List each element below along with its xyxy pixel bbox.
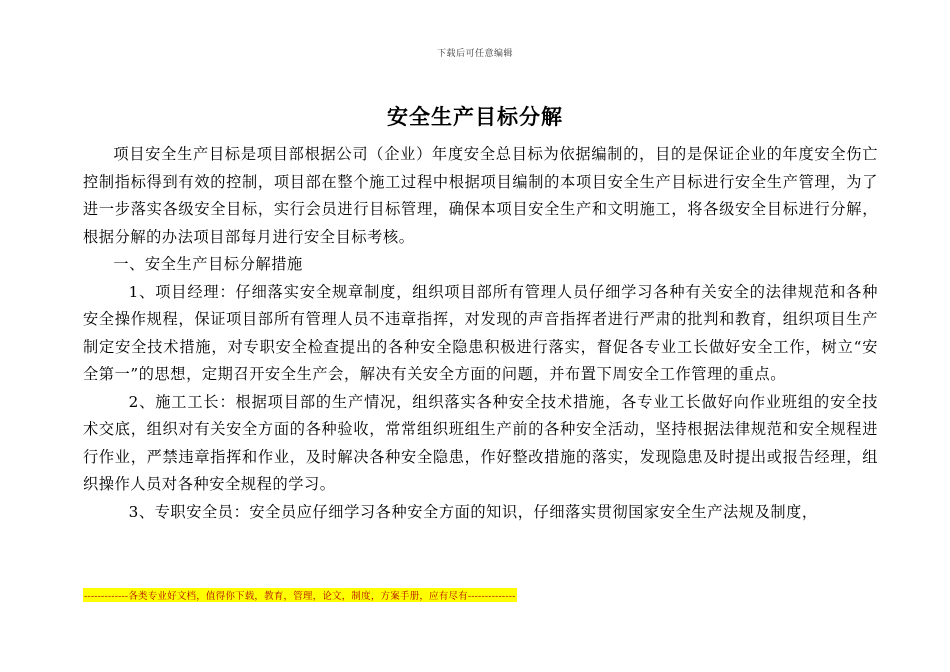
section-heading-1: 一、安全生产目标分解措施 bbox=[113, 255, 303, 273]
item-project-manager: 1、项目经理：仔细落实安全规章制度，组织项目部所有管理人员仔细学习各种有关安全的法律规范和各种安全操作规程，保证项目部所有管理人员不违章指挥，对发现的声音指挥者进行严肃的批判和教育，组织项目生产制定安全技术措施，对专职安全检查提出的各种安全隐患积极进行落实，督促各专业工长做好安全工作，树立“安全第一”的思想，定期召开安全生产会，解决有关安全方面的问题，并布置下周安全工作管理的重点。 bbox=[83, 282, 878, 383]
item-safety-officer: 3、专职安全员：安全员应仔细学习各种安全方面的知识，仔细落实贯彻国家安全生产法规及制度， bbox=[128, 502, 818, 521]
item-construction-foreman: 2、施工工长：根据项目部的生产情况，组织落实各种安全技术措施，各专业工长做好向作业班组的安全技术交底，组织对有关安全方面的各种验收，常常组织班组生产前的各种安全活动，坚持根据法律规范和安全规程进行作业，严禁违章指挥和作业，及时解决各种安全隐患，作好整改措施的落实，发现隐患及时提出或报告经理，组织操作人员对各种安全规程的学习。 bbox=[83, 392, 878, 493]
document-body bbox=[83, 141, 878, 526]
document-title: 安全生产目标分解 bbox=[387, 104, 563, 129]
footer-banner: -------------各类专业好文档，值得你下载，教育，管理，论文，制度，方案手册，应有尽有-------------- bbox=[83, 588, 517, 602]
header-note: 下载后可任意编辑 bbox=[436, 49, 513, 59]
intro-paragraph: 项目安全生产目标是项目部根据公司（企业）年度安全总目标为依据编制的，目的是保证企业的年度安全伤亡控制指标得到有效的控制，项目部在整个施工过程中根据项目编制的本项目安全生产目标进行安全生产管理，为了进一步落实各级安全目标，实行会员进行目标管理，确保本项目安全生产和文明施工，将各级安全目标进行分解，根据分解的办法项目部每月进行安全目标考核。 bbox=[83, 145, 878, 246]
